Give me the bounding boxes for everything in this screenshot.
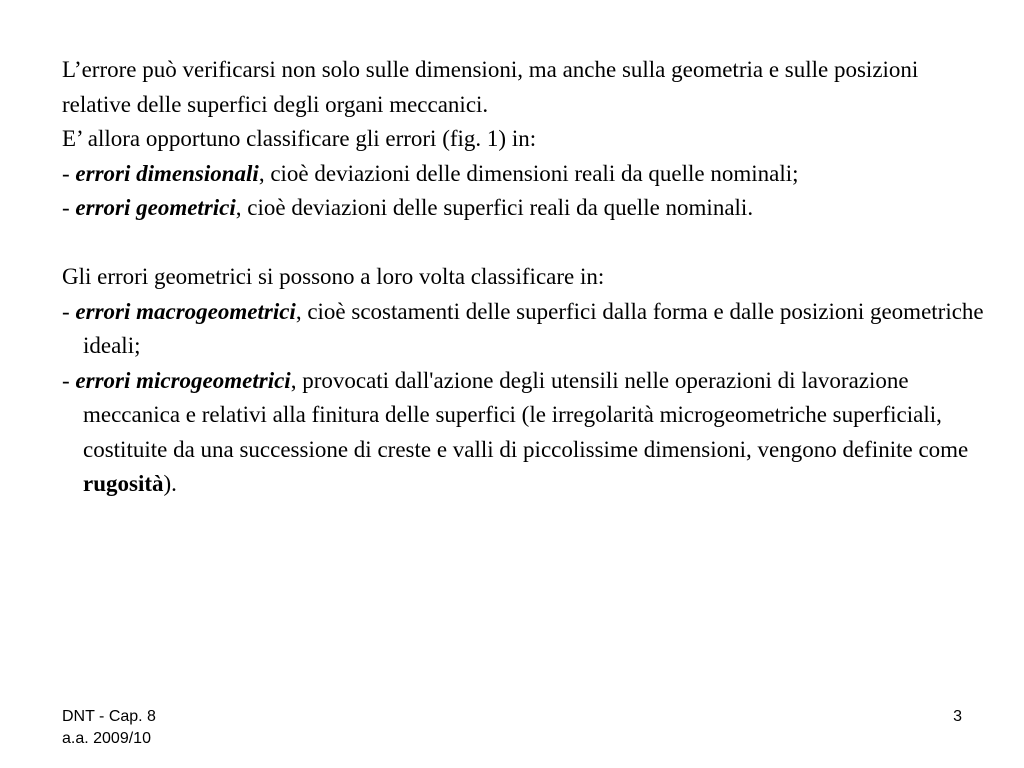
definition-text: , cioè scostamenti delle superfici dalla forma e dalle posizioni geometriche ideali; bbox=[83, 298, 984, 358]
bullet-dash: - bbox=[62, 367, 76, 393]
list-item-errori-dimensionali bbox=[62, 157, 992, 192]
intro-paragraph-2: E’ allora opportuno classificare gli errori (fig. 1) in: bbox=[62, 126, 537, 151]
footer-year: a.a. 2009/10 bbox=[62, 730, 151, 747]
term-errori-microgeometrici: errori microgeometrici bbox=[75, 367, 291, 393]
paragraph-gap bbox=[62, 226, 992, 261]
list-item-errori-microgeometrici bbox=[62, 364, 992, 502]
definition-text: , provocati dall'azione degli utensili nelle operazioni di lavorazione meccanica e relativi alla finitura delle superfici (le irregolarità microgeometriche superficiali, costituite da una successione di creste e valli di piccolissime dimensioni, vengono definite come bbox=[83, 367, 969, 462]
definition-text: , cioè deviazioni delle superfici reali da quelle nominali. bbox=[235, 195, 754, 220]
footer-course: DNT - Cap. 8 bbox=[62, 708, 156, 725]
definition-tail: ). bbox=[163, 471, 177, 496]
bullet-dash: - bbox=[62, 195, 76, 220]
intro-paragraph-1: L’errore può verificarsi non solo sulle dimensioni, ma anche sulla geometria e sulle posizioni relative delle superfici degli organi meccanici. bbox=[62, 57, 919, 117]
term-rugosita: rugosità bbox=[83, 471, 164, 496]
slide-body bbox=[62, 53, 992, 502]
term-errori-dimensionali: errori dimensionali bbox=[75, 160, 259, 186]
definition-text: , cioè deviazioni delle dimensioni reali da quelle nominali; bbox=[258, 160, 799, 186]
term-errori-macrogeometrici: errori macrogeometrici bbox=[75, 298, 296, 324]
term-errori-geometrici: errori geometrici bbox=[75, 195, 236, 220]
page-number: 3 bbox=[953, 708, 962, 725]
list-item-errori-geometrici bbox=[62, 191, 992, 226]
list-item-errori-macrogeometrici bbox=[62, 295, 992, 364]
intro-paragraph-3: Gli errori geometrici si possono a loro volta classificare in: bbox=[62, 264, 605, 289]
bullet-dash: - bbox=[62, 160, 76, 186]
footer-left bbox=[62, 706, 156, 750]
bullet-dash: - bbox=[62, 298, 76, 324]
